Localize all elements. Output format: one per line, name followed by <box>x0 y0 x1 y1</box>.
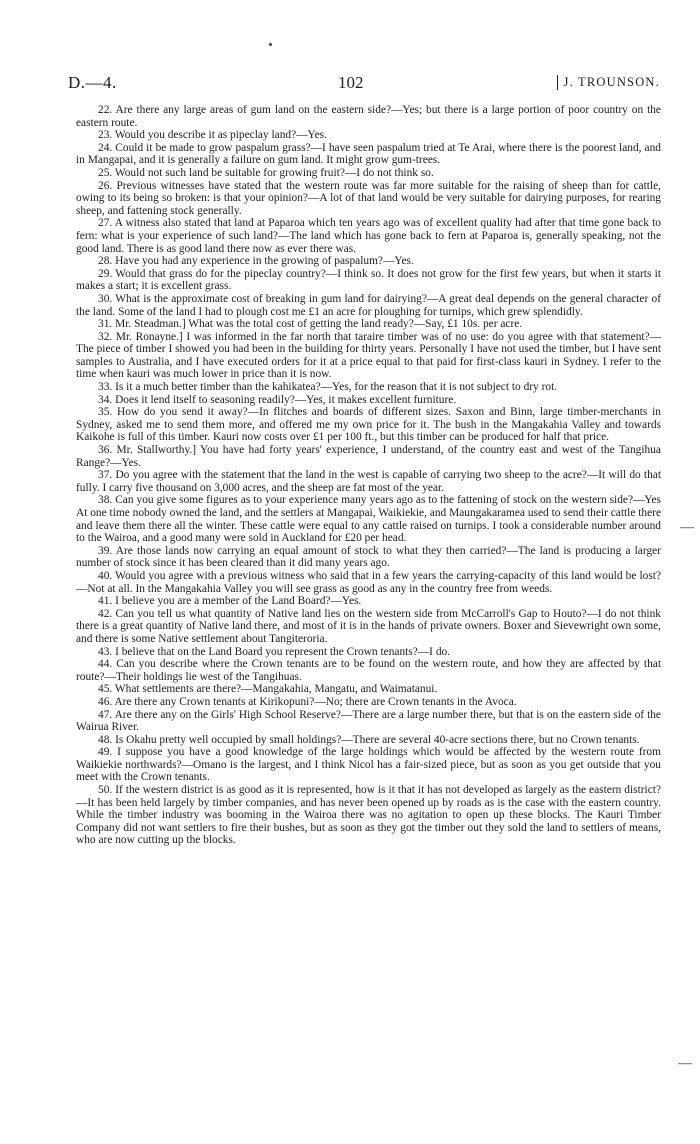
testimony-paragraph: 26. Previous witnesses have stated that the western route was far more suitable for the raising of sheep than for cattle, owing to its being so broken: is that your opinion?—A lot of that land would be very suitable for dairying purposes, for rearing sheep, and fattening stock generally. <box>76 179 661 217</box>
page-header <box>68 73 660 95</box>
testimony-paragraph: 30. What is the approximate cost of breaking in gum land for dairying?—A great deal depends on the general character of the land. Some of the land I had to plough cost me £1 an acre for ploughing for turnips, which grew splendidly. <box>76 292 661 318</box>
testimony-paragraph: 47. Are there any on the Girls' High School Reserve?—There are a large number there, but that is on the eastern side of the Wairua River. <box>76 708 661 734</box>
testimony-paragraph: 45. What settlements are there?—Mangakahia, Mangatu, and Waimatanui. <box>98 683 438 696</box>
document-reference: D.—4. <box>68 73 117 92</box>
testimony-paragraph: 46. Are there any Crown tenants at Kirikopuni?—No; there are Crown tenants in the Avoca. <box>98 695 517 708</box>
testimony-paragraph: 41. I believe you are a member of the Land Board?—Yes. <box>98 595 362 608</box>
testimony-paragraph: 25. Would not such land be suitable for growing fruit?—I do not think so. <box>98 166 434 179</box>
testimony-paragraph: 29. Would that grass do for the pipeclay country?—I think so. It does not grow for the first few years, but when it starts it makes a start; it is excellent grass. <box>76 267 661 293</box>
testimony-paragraph: 49. I suppose you have a good knowledge of the large holdings which would be affected by the western route from Waikiekie northwards?—Omano is the largest, and I think Nicol has a fair-sized piece, but as soon as you get outside that you meet with the Crown tenants. <box>76 746 661 784</box>
margin-mark: — <box>680 520 694 535</box>
testimony-paragraph: 44. Can you describe where the Crown tenants are to be found on the western route, and how they are affected by that route?—Their holdings lie west of the Tangihuas. <box>76 658 661 683</box>
page-number: 102 <box>338 73 364 92</box>
testimony-paragraph: 34. Does it lend itself to seasoning readily?—Yes, it makes excellent furniture. <box>98 393 457 406</box>
testimony-paragraph: 22. Are there any large areas of gum land on the eastern side?—Yes; but there is a large portion of poor country on the eastern route. <box>76 104 661 129</box>
testimony-paragraph: 42. Can you tell us what quantity of Native land lies on the western side from McCarroll's Gap to Houto?—I do not think there is a great quantity of Native land there, and most of it is in the hands of private owners. Boxer and Sievewright own some, and there is some Native settlement about Tangiteroria. <box>76 607 661 645</box>
margin-mark: — <box>678 1056 692 1071</box>
testimony-paragraph: 31. Mr. Steadman.] What was the total cost of getting the land ready?—Say, £1 10s. per acre. <box>98 318 523 331</box>
testimony-paragraph: 43. I believe that on the Land Board you represent the Crown tenants?—I do. <box>98 645 451 658</box>
testimony-paragraph: 28. Have you had any experience in the growing of paspalum?—Yes. <box>98 255 414 268</box>
testimony-paragraph: 35. How do you send it away?—In flitches and boards of different sizes. Saxon and Binn, large timber-merchants in Sydney, asked me to send them more, and offered me my own price for it. The bush in the Mangakahia Valley and towards Kaikohe is full of this timber. Kauri now costs over £1 per 100 ft., but this timber can be produced for half that price. <box>76 406 661 444</box>
testimony-paragraph: 40. Would you agree with a previous witness who said that in a few years the carrying-capacity of this land would be lost?—Not at all. In the Mangakahia Valley you will see grass as good as any in the country free from weeds. <box>76 569 661 595</box>
testimony-paragraph: 36. Mr. Stallworthy.] You have had forty years' experience, I understand, of the country east and west of the Tangihua Range?—Yes. <box>76 444 661 469</box>
testimony-paragraph: 33. Is it a much better timber than the kahikatea?—Yes, for the reason that it is not subject to dry rot. <box>98 381 558 394</box>
testimony-paragraph: 27. A witness also stated that land at Paparoa which ten years ago was of excellent quality had after that time gone back to fern: what is your experience of such land?—The land which has gone back to fern at Paparoa is, generally speaking, not the good land. There is as good land there now as ever there was. <box>76 217 661 255</box>
page-speck <box>269 43 272 46</box>
testimony-body <box>76 104 661 847</box>
testimony-paragraph: 48. Is Okahu pretty well occupied by small holdings?—There are several 40-acre sections there, but no Crown tenants. <box>98 733 640 746</box>
testimony-paragraph: 38. Can you give some figures as to your experience many years ago as to the fattening of stock on the western side?—Yes At one time nobody owned the land, and the settlers at Mangapai, Waikiekie, and Maungakaramea used to send their cattle there and leave them there all the winter. These cattle were equal to any cattle raised on turnips. I took a considerable number around to the Wairoa, and a good many were sold in Auckland for £20 per head. <box>76 494 661 545</box>
testimony-paragraph: 23. Would you describe it as pipeclay land?—Yes. <box>98 129 327 142</box>
testimony-paragraph: 32. Mr. Ronayne.] I was informed in the far north that taraire timber was of no use: do you agree with that statement?—The piece of timber I showed you had been in the building for thirty years. Personally I have not used the timber, but I have sent samples to Australia, and I have executed orders for it at a price equal to that paid for first-class kauri in Sydney. I refer to the time when kauri was much lower in price than it is now. <box>76 330 661 381</box>
testimony-paragraph: 37. Do you agree with the statement that the land in the west is capable of carrying two sheep to the acre?—It will do that fully. I carry five thousand on 3,000 acres, and the sheep are fat most of the year. <box>76 469 661 494</box>
testimony-paragraph: 39. Are those lands now carrying an equal amount of stock to what they then carried?—The land is producing a larger number of stock since it has been cleared than it did many years ago. <box>76 544 661 570</box>
testimony-paragraph: 50. If the western district is as good as it is represented, how is it that it has not developed as largely as the eastern district?—It has been held largely by timber companies, and has never been opened up by roads as is the case with the eastern country. While the timber industry was booming in the Wairoa there was no agitation to open up these blocks. The Kauri Timber Company did not want settlers to fire their bushes, but as soon as they got the timber out they sold the land to settlers of means, who are now cutting up the blocks. <box>76 784 661 847</box>
testimony-paragraph: 24. Could it be made to grow paspalum grass?—I have seen paspalum tried at Te Arai, where there is the poorest land, and in Mangapai, and it is generally a failure on gum land. It might grow gum-trees. <box>76 141 661 167</box>
witness-name: J. TROUNSON. <box>557 75 660 90</box>
